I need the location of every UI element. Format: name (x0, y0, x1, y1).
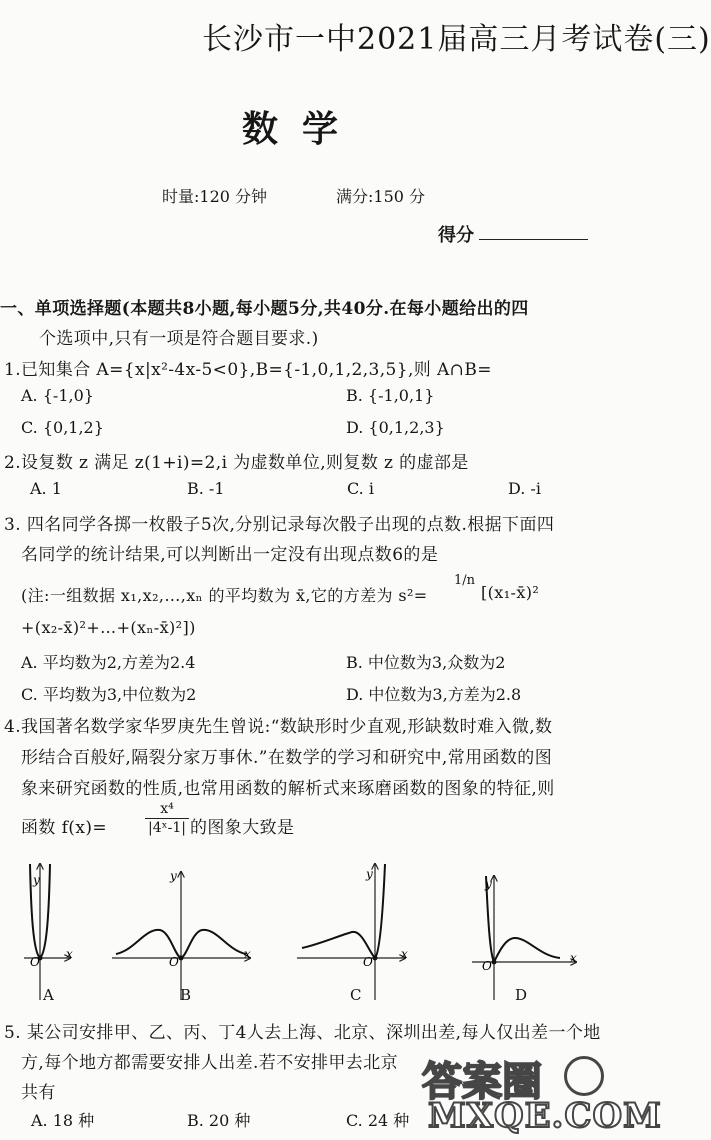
graph-b-x-label: x (244, 947, 251, 961)
graph-c-origin: O (363, 955, 373, 969)
q1-option-d: D. {0,1,2,3} (346, 418, 445, 437)
graph-a-label: A (43, 986, 54, 1004)
graph-c-origin-dot (373, 956, 378, 961)
q4-function-suffix: 的图象大致是 (190, 818, 295, 838)
graph-d (472, 876, 577, 1000)
q1-option-b: B. {-1,0,1} (346, 386, 435, 405)
q5-option-c: C. 24 种 (346, 1111, 410, 1130)
graph-d-origin-dot (492, 960, 497, 965)
graph-d-y-label: y (485, 877, 492, 891)
graph-d-label: D (515, 986, 528, 1004)
q3-note-line1-tail: [(x₁-x̄)² (481, 583, 540, 602)
q1-option-c: C. {0,1,2} (21, 418, 104, 437)
q3-note-line2: +(x₂-x̄)²+…+(xₙ-x̄)²]) (21, 618, 196, 637)
graph-b-origin-dot (179, 956, 184, 961)
graph-d-curve (486, 876, 560, 962)
graph-b-label: B (180, 986, 192, 1004)
q3-option-a: A. 平均数为2,方差为2.4 (21, 653, 196, 672)
site-watermark (414, 1050, 662, 1140)
q4-stem-line2: 形结合百般好,隔裂分家万事休.”在数学的学习和研究中,常用函数的图 (21, 748, 553, 768)
graph-b-origin: O (169, 955, 179, 969)
watermark-seal-icon (564, 1056, 604, 1096)
q5-stem-line2: 方,每个地方都需要安排人出差.若不安排甲去北京 (21, 1053, 399, 1073)
q3-stem-line2: 名同学的统计结果,可以判断出一定没有出现点数6的是 (21, 545, 439, 565)
section-title-line1: 一、单项选择题(本题共8小题,每小题5分,共40分.在每小题给出的四 (0, 299, 529, 319)
graph-a (24, 864, 73, 1000)
graph-c-label: C (350, 986, 362, 1004)
score-label: 得分 (438, 225, 474, 246)
q3-option-d: D. 中位数为3,方差为2.8 (346, 685, 522, 704)
graph-c-x-label: x (401, 947, 408, 961)
q4-denominator: |4ˣ-1| (145, 818, 189, 836)
q4-stem-line3: 象来研究函数的性质,也常用函数的解析式来琢磨函数的图象的特征,则 (21, 779, 555, 799)
graph-d-x-label: x (570, 951, 577, 965)
exam-title: 长沙市一中2021届高三月考试卷(三) (202, 22, 711, 57)
q5-option-a: A. 18 种 (31, 1111, 95, 1130)
full-score: 满分:150 分 (336, 187, 426, 206)
graph-a-y-label: y (33, 873, 40, 887)
q1-stem: 1.已知集合 A={x|x²-4x-5<0},B={-1,0,1,2,3,5},则 A∩B= (4, 360, 492, 380)
section-title-line2: 个选项中,只有一项是符合题目要求.) (39, 329, 319, 349)
graph-b (112, 869, 251, 1000)
score-blank-line (479, 239, 588, 240)
q1-option-a: A. {-1,0} (21, 386, 94, 405)
q4-numerator: x⁴ (160, 801, 174, 817)
time-limit: 时量:120 分钟 (162, 187, 268, 206)
q4-function-prefix: 函数 f(x)= (21, 818, 107, 838)
q3-stem-line1: 3. 四名同学各掷一枚骰子5次,分别记录每次骰子出现的点数.根据下面四 (4, 515, 555, 535)
graph-a-origin: O (30, 955, 40, 969)
q4-stem-line1: 4.我国著名数学家华罗庚先生曾说:“数缺形时少直观,形缺数时难入微,数 (4, 717, 553, 737)
graph-c-y-label: y (366, 867, 373, 881)
graph-a-x-label: x (66, 947, 73, 961)
q2-stem: 2.设复数 z 满足 z(1+i)=2,i 为虚数单位,则复数 z 的虚部是 (4, 453, 469, 473)
q3-option-c: C. 平均数为3,中位数为2 (21, 685, 197, 704)
graph-c (297, 864, 408, 1000)
watermark-text-url: MXQE.COM (428, 1096, 662, 1136)
graph-b-y-label: y (170, 869, 177, 883)
q2-option-d: D. -i (508, 479, 541, 498)
graph-d-origin: O (482, 959, 492, 973)
q5-stem-line1: 5. 某公司安排甲、乙、丙、丁4人去上海、北京、深圳出差,每人仅出差一个地 (4, 1023, 601, 1043)
q4-function-fraction (145, 801, 189, 836)
q3-note-line1: (注:一组数据 x₁,x₂,…,xₙ 的平均数为 x̄,它的方差为 s²= (21, 586, 428, 605)
watermark-text-cn: 答案圈 (422, 1058, 542, 1105)
q5-stem-line3: 共有 (21, 1083, 56, 1103)
q2-option-b: B. -1 (187, 479, 225, 498)
q3-note-fraction-text: 1/n (454, 573, 476, 588)
q3-note-fraction (454, 570, 475, 588)
q3-option-b: B. 中位数为3,众数为2 (346, 653, 506, 672)
subject-title: 数学 (242, 108, 363, 150)
q2-option-c: C. i (347, 479, 374, 498)
q5-option-b: B. 20 种 (187, 1111, 251, 1130)
q2-option-a: A. 1 (30, 479, 62, 498)
